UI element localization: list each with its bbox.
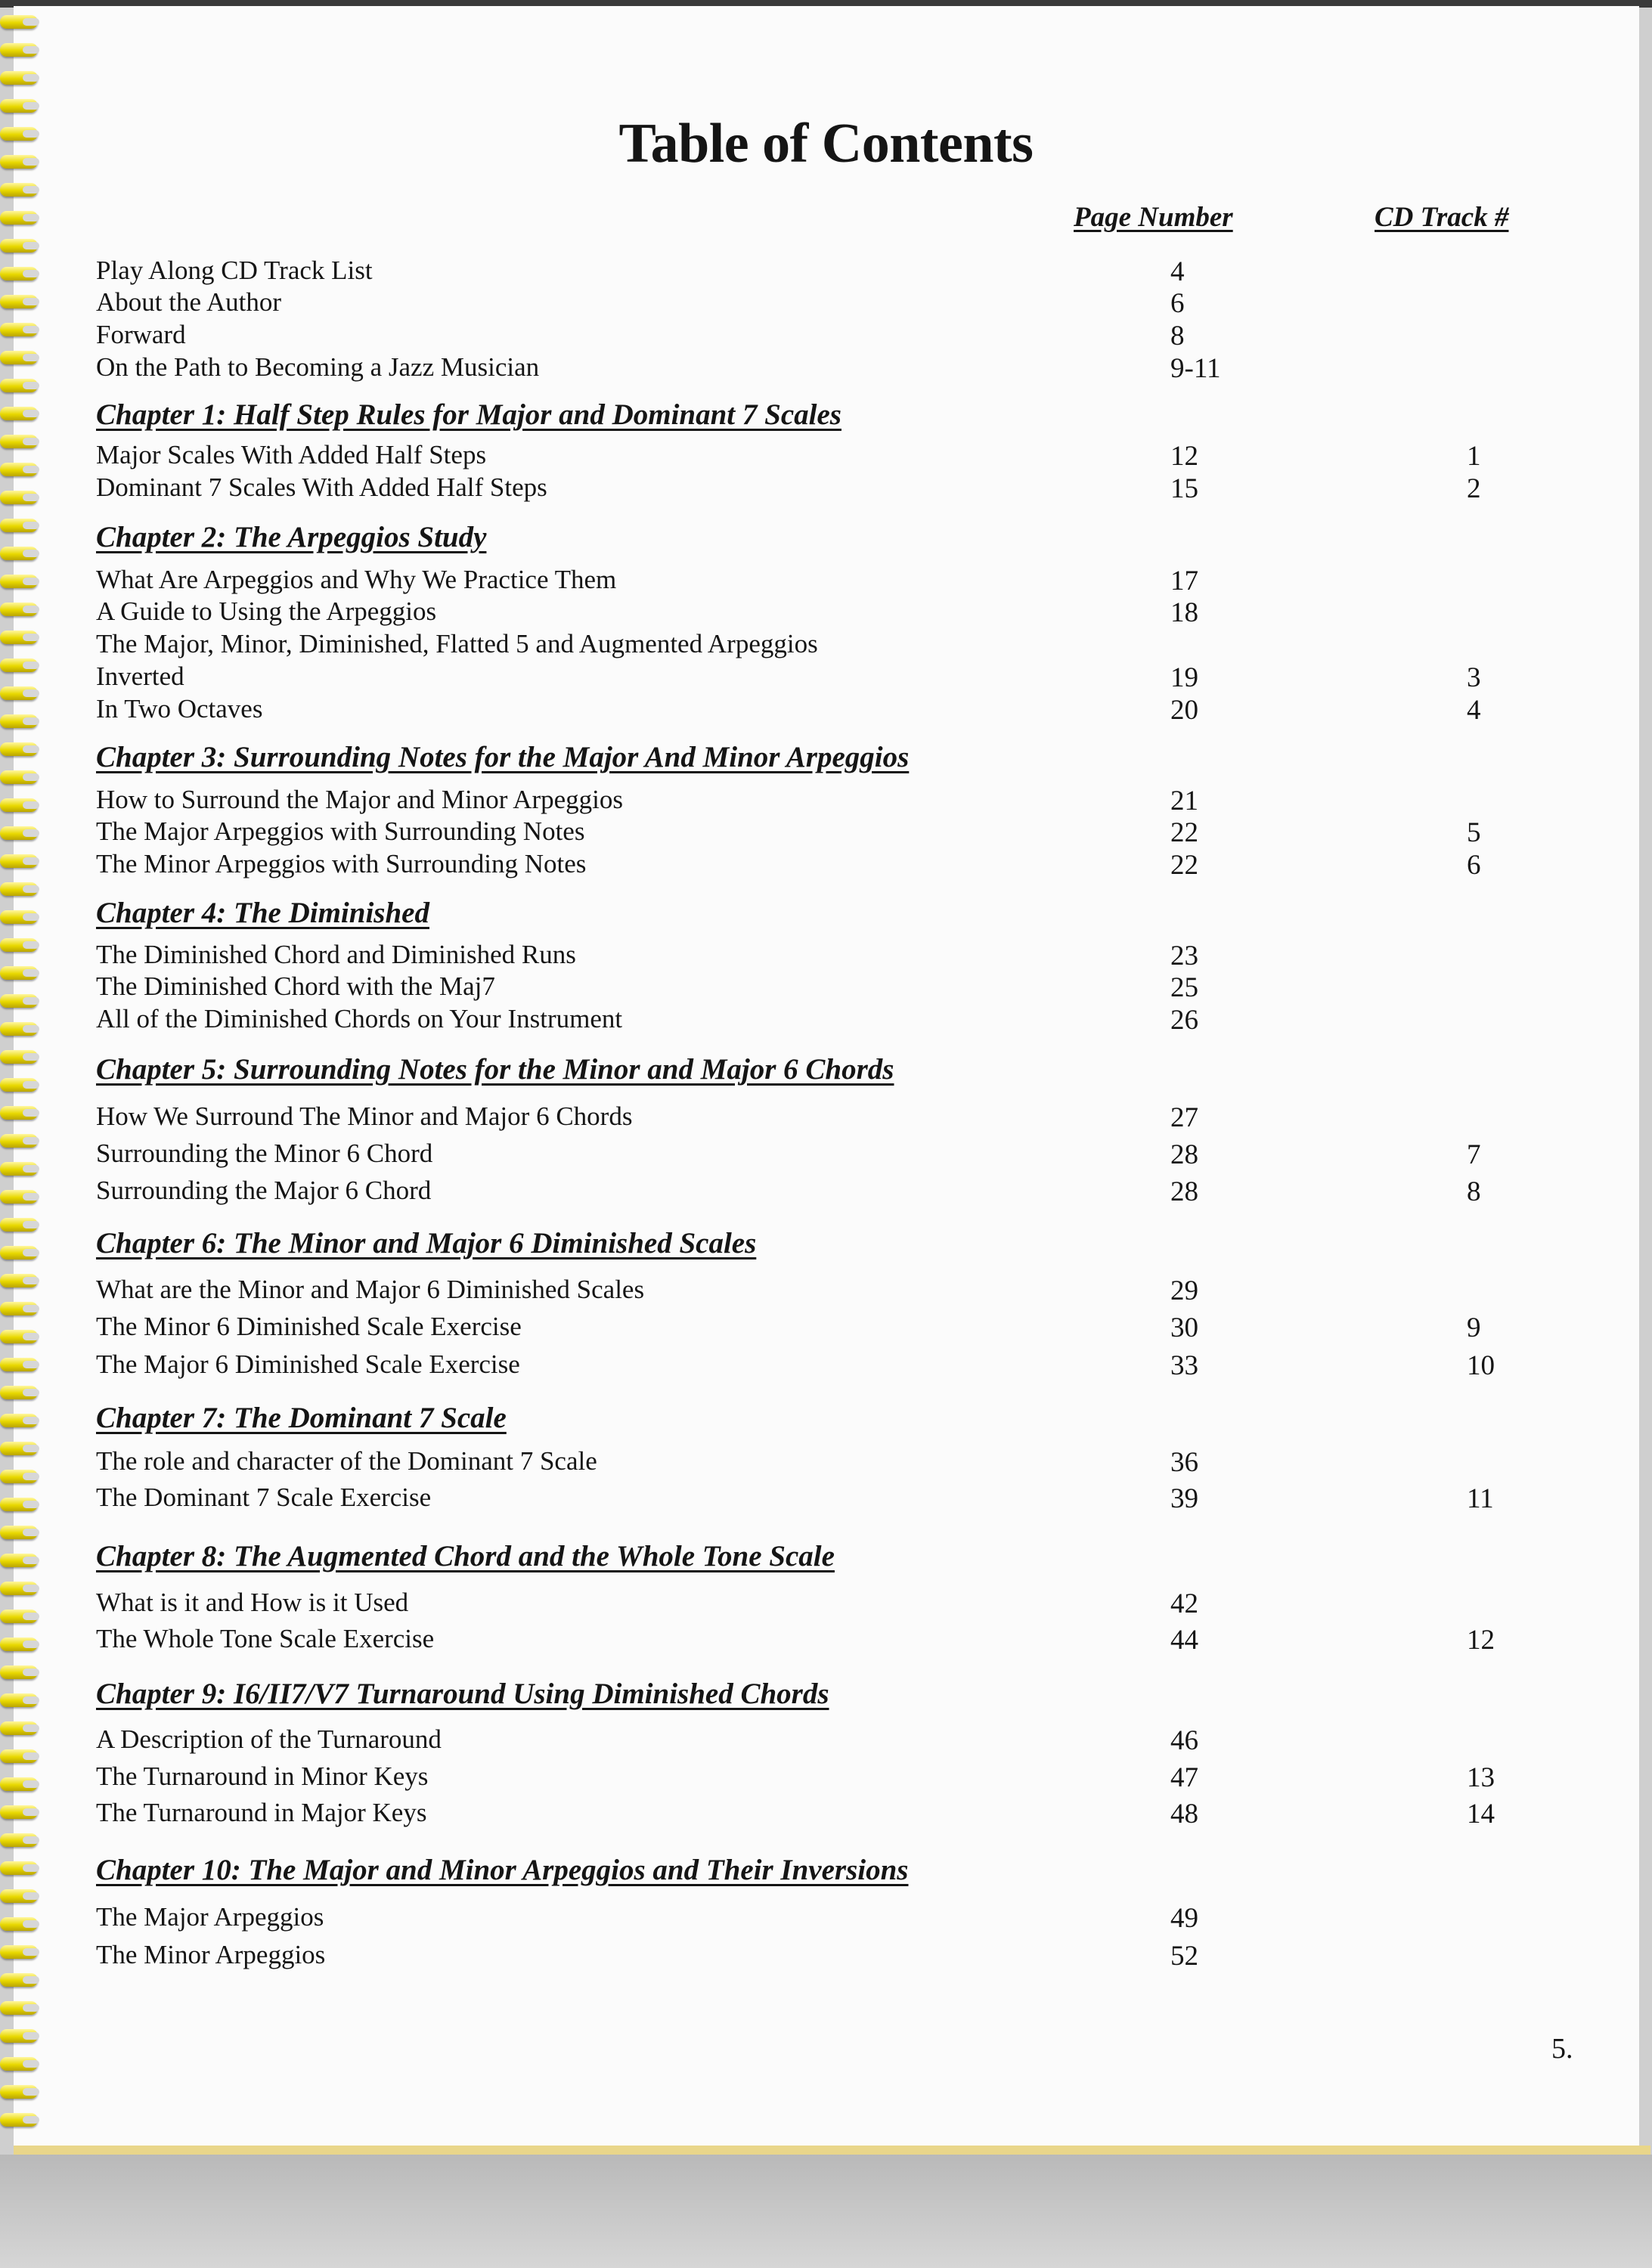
- page-bottom-edge: [14, 2146, 1650, 2155]
- background-shadow: [0, 2155, 1652, 2268]
- toc-entry-title: Inverted: [96, 662, 184, 691]
- toc-entry-page: 48: [1170, 1799, 1198, 1830]
- toc-entry-title: Forward: [96, 320, 186, 349]
- toc-entry-page: 20: [1170, 695, 1198, 726]
- toc-entry-title: A Description of the Turnaround: [96, 1724, 442, 1754]
- toc-entry-title: Major Scales With Added Half Steps: [96, 440, 487, 469]
- toc-entry-track: 13: [1467, 1762, 1495, 1793]
- chapter-heading: Chapter 4: The Diminished: [96, 897, 429, 929]
- toc-entry-title: The Minor Arpeggios: [96, 1940, 326, 1969]
- chapter-heading: Chapter 1: Half Step Rules for Major and Dominant 7 Scales: [96, 398, 841, 431]
- toc-entry-page: 28: [1170, 1139, 1198, 1170]
- toc-entry-track: 4: [1467, 695, 1481, 726]
- toc-entry-title: What Are Arpeggios and Why We Practice Them: [96, 565, 617, 594]
- toc-entry-title: About the Author: [96, 287, 281, 317]
- toc-entry-page: 36: [1170, 1447, 1198, 1478]
- toc-entry-page: 12: [1170, 441, 1198, 472]
- toc-entry-title: How to Surround the Major and Minor Arpeggios: [96, 785, 624, 814]
- toc-entry-page: 23: [1170, 940, 1198, 971]
- chapter-heading: Chapter 2: The Arpeggios Study: [96, 521, 487, 553]
- page-number: 5.: [1551, 2033, 1573, 2065]
- chapter-heading: Chapter 8: The Augmented Chord and the Whole Tone Scale: [96, 1540, 835, 1572]
- toc-entry-title: The Minor Arpeggios with Surrounding Notes: [96, 849, 587, 878]
- toc-entry-title: The Diminished Chord and Diminished Runs: [96, 940, 576, 969]
- toc-entry-title: How We Surround The Minor and Major 6 Chords: [96, 1101, 633, 1131]
- toc-entry-title: The Major 6 Diminished Scale Exercise: [96, 1349, 520, 1379]
- chapter-heading: Chapter 6: The Minor and Major 6 Diminished Scales: [96, 1227, 757, 1259]
- toc-entry-track: 5: [1467, 817, 1481, 848]
- toc-entry-page: 27: [1170, 1102, 1198, 1133]
- toc-entry-page: 25: [1170, 972, 1198, 1003]
- toc-entry-page: 4: [1170, 256, 1185, 287]
- toc-entry-page: 46: [1170, 1725, 1198, 1756]
- toc-entry-title: All of the Diminished Chords on Your Instrument: [96, 1004, 623, 1033]
- toc-entry-track: 12: [1467, 1625, 1495, 1656]
- toc-entry-page: 47: [1170, 1762, 1198, 1793]
- toc-entry-title: The Major, Minor, Diminished, Flatted 5 and Augmented Arpeggios: [96, 629, 818, 658]
- chapter-heading: Chapter 10: The Major and Minor Arpeggios and Their Inversions: [96, 1854, 909, 1886]
- toc-entry-page: 22: [1170, 850, 1198, 881]
- toc-entry-title: Surrounding the Major 6 Chord: [96, 1176, 432, 1205]
- page-title: Table of Contents: [618, 113, 1034, 175]
- toc-entry-track: 14: [1467, 1799, 1495, 1830]
- toc-entry-title: The Whole Tone Scale Exercise: [96, 1624, 435, 1653]
- toc-entry-page: 18: [1170, 597, 1198, 628]
- toc-entry-title: The Major Arpeggios: [96, 1902, 324, 1932]
- toc-entry-title: The Major Arpeggios with Surrounding Notes: [96, 816, 585, 846]
- toc-entry-page: 30: [1170, 1312, 1198, 1343]
- toc-entry-title: Play Along CD Track List: [96, 256, 373, 285]
- toc-entry-page: 44: [1170, 1625, 1198, 1656]
- toc-entry-track: 6: [1467, 850, 1481, 881]
- toc-entry-page: 28: [1170, 1176, 1198, 1207]
- chapter-heading: Chapter 7: The Dominant 7 Scale: [96, 1402, 507, 1434]
- toc-entry-track: 9: [1467, 1312, 1481, 1343]
- toc-entry-title: In Two Octaves: [96, 694, 263, 723]
- toc-entry-track: 1: [1467, 441, 1481, 472]
- toc-entry-title: What is it and How is it Used: [96, 1588, 409, 1617]
- toc-entry-page: 21: [1170, 785, 1198, 816]
- toc-entry-page: 19: [1170, 662, 1198, 693]
- toc-entry-title: On the Path to Becoming a Jazz Musician: [96, 352, 540, 382]
- toc-entry-track: 11: [1467, 1483, 1494, 1514]
- toc-entry-page: 52: [1170, 1941, 1198, 1972]
- toc-entry-page: 42: [1170, 1588, 1198, 1619]
- column-header-cd-track: CD Track #: [1375, 202, 1509, 233]
- toc-entry-title: The Diminished Chord with the Maj7: [96, 971, 495, 1001]
- toc-entry-page: 29: [1170, 1275, 1198, 1306]
- toc-entry-title: The Minor 6 Diminished Scale Exercise: [96, 1312, 522, 1341]
- toc-entry-page: 8: [1170, 321, 1185, 352]
- toc-entry-page: 49: [1170, 1903, 1198, 1934]
- toc-entry-track: 2: [1467, 473, 1481, 504]
- chapter-heading: Chapter 5: Surrounding Notes for the Minor and Major 6 Chords: [96, 1053, 894, 1086]
- toc-entry-title: The Turnaround in Minor Keys: [96, 1761, 429, 1791]
- toc-entry-page: 22: [1170, 817, 1198, 848]
- toc-entry-title: Dominant 7 Scales With Added Half Steps: [96, 472, 547, 502]
- toc-entry-track: 10: [1467, 1350, 1495, 1381]
- toc-entry-title: A Guide to Using the Arpeggios: [96, 596, 437, 626]
- toc-entry-track: 8: [1467, 1176, 1481, 1207]
- toc-entry-title: The role and character of the Dominant 7 Scale: [96, 1446, 597, 1476]
- toc-entry-title: What are the Minor and Major 6 Diminished Scales: [96, 1275, 645, 1304]
- toc-entry-track: 7: [1467, 1139, 1481, 1170]
- toc-entry-page: 6: [1170, 288, 1185, 319]
- toc-entry-page: 17: [1170, 565, 1198, 596]
- toc-entry-track: 3: [1467, 662, 1481, 693]
- toc-entry-page: 15: [1170, 473, 1198, 504]
- toc-entry-page: 33: [1170, 1350, 1198, 1381]
- toc-entry-title: The Dominant 7 Scale Exercise: [96, 1483, 432, 1512]
- toc-entry-page: 26: [1170, 1005, 1198, 1036]
- toc-entry-page: 39: [1170, 1483, 1198, 1514]
- toc-entry-title: Surrounding the Minor 6 Chord: [96, 1139, 433, 1168]
- chapter-heading: Chapter 9: I6/II7/V7 Turnaround Using Diminished Chords: [96, 1678, 829, 1710]
- chapter-heading: Chapter 3: Surrounding Notes for the Major And Minor Arpeggios: [96, 741, 910, 773]
- column-header-page-number: Page Number: [1074, 202, 1233, 233]
- toc-entry-page: 9-11: [1170, 353, 1221, 384]
- toc-entry-title: The Turnaround in Major Keys: [96, 1798, 427, 1827]
